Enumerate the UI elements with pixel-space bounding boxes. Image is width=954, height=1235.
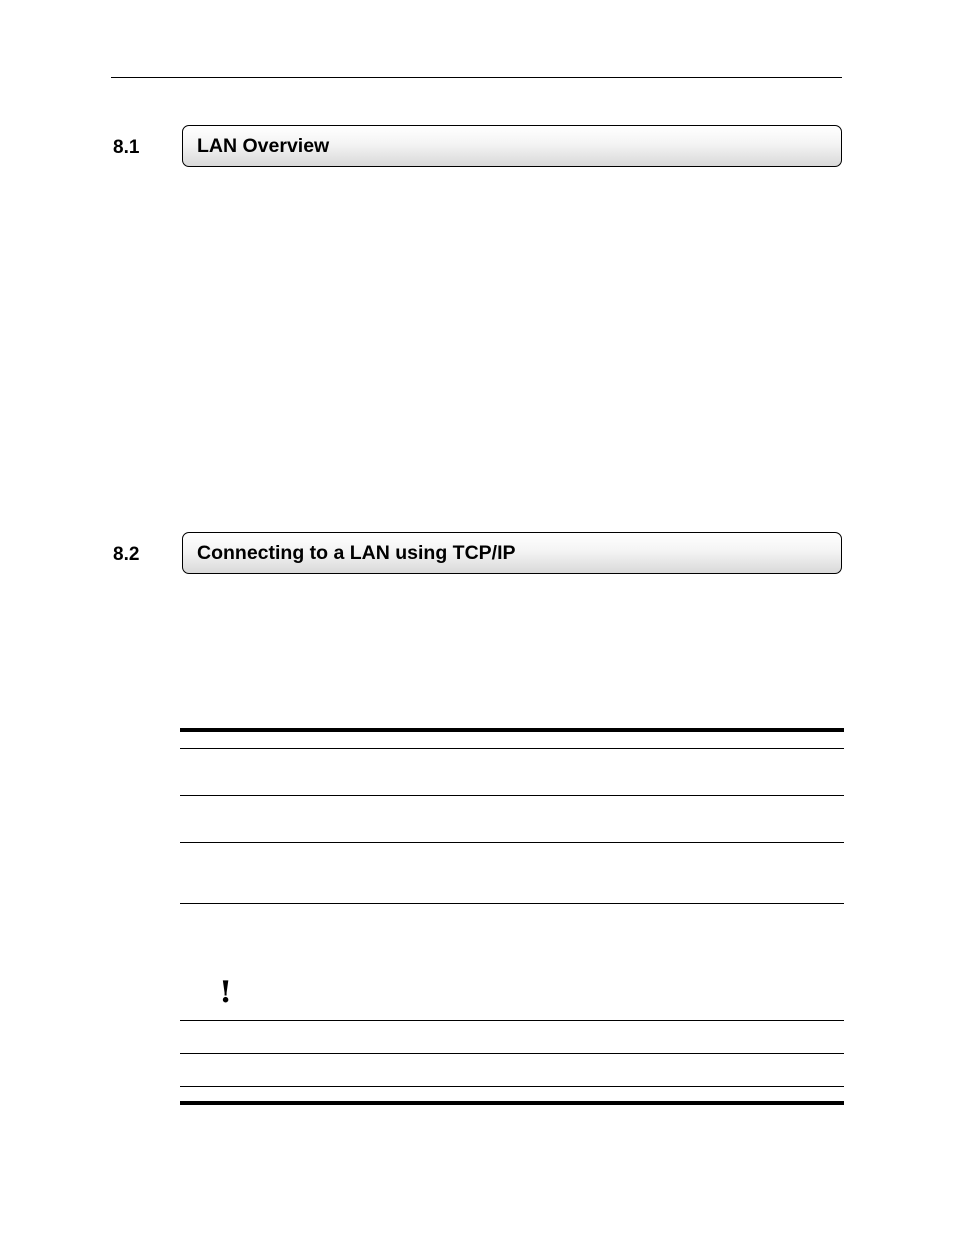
section-title-connecting-lan: Connecting to a LAN using TCP/IP [197, 542, 516, 564]
table-row-divider [180, 795, 844, 796]
section-heading-box-8-2 [182, 532, 842, 574]
section-number-8-2: 8.2 [113, 544, 140, 565]
section-title-lan-overview: LAN Overview [197, 135, 330, 157]
section-heading-box-8-1 [182, 125, 842, 167]
table-bottom-rule [180, 1101, 844, 1105]
table-row-divider [180, 842, 844, 843]
table-row-divider [180, 1053, 844, 1054]
table-row-divider [180, 1086, 844, 1087]
table-row-divider [180, 903, 844, 904]
table-top-rule [180, 728, 844, 732]
section-number-8-1: 8.1 [113, 137, 140, 158]
table-row-divider [180, 1020, 844, 1021]
page-header-rule [111, 77, 842, 78]
exclamation-icon: ! [219, 975, 233, 1010]
table-row-divider [180, 748, 844, 749]
